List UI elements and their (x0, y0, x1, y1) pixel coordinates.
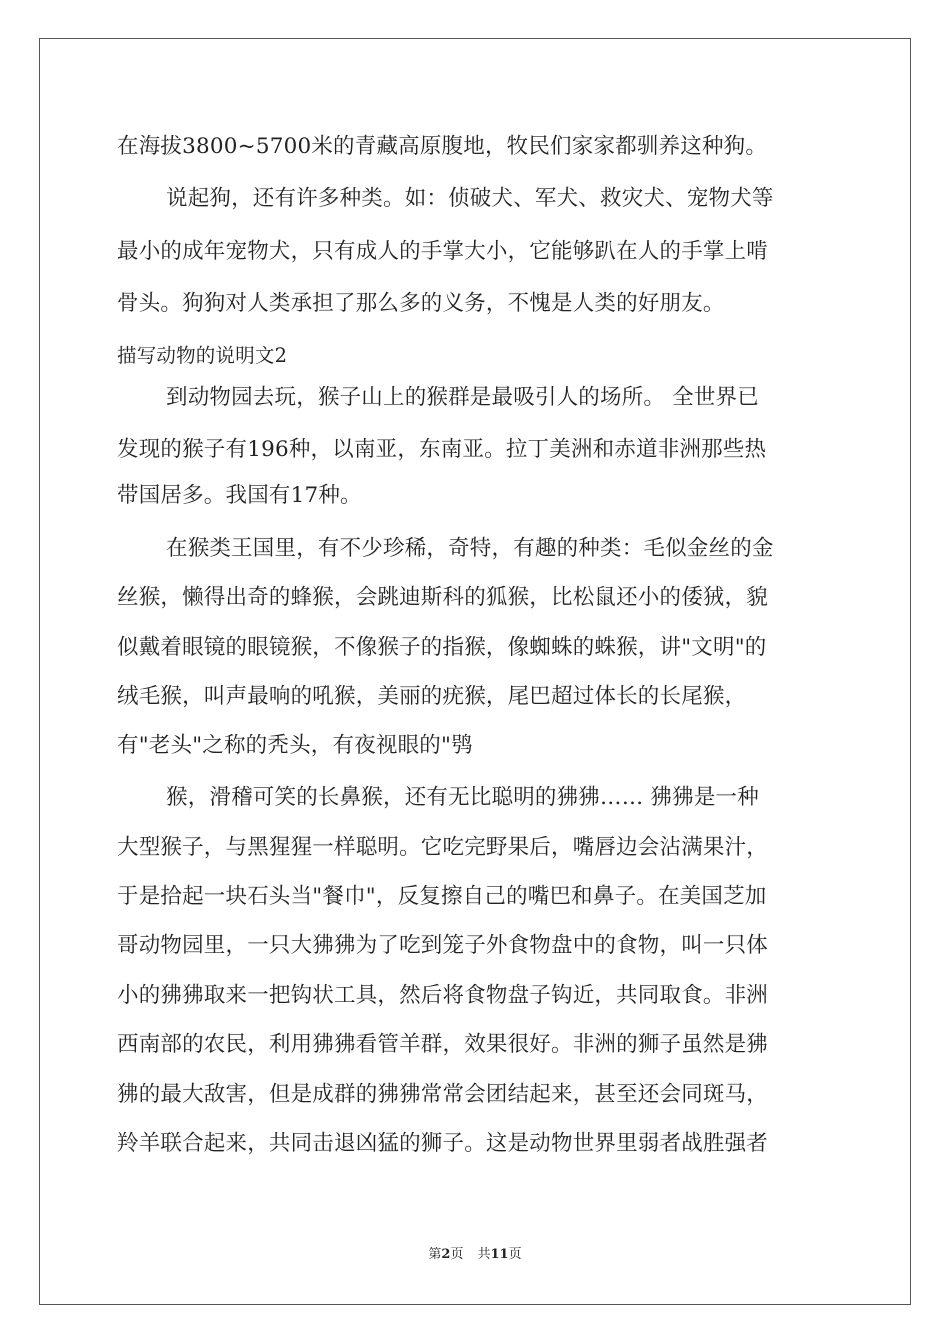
text-line: 带国居多。我国有17种。 (117, 483, 362, 508)
text-line: 狒的最大敌害，但是成群的狒狒常常会团结起来，甚至还会同斑马， (117, 1082, 769, 1107)
text-line: 丝猴，懒得出奇的蜂猴，会跳迪斯科的狐猴，比松鼠还小的倭狨，貌 (117, 585, 769, 610)
page-number: 第2页 (428, 1247, 464, 1262)
text-line: 有"老头"之称的秃头，有夜视眼的"鸮 (117, 733, 473, 758)
text-line: 大型猴子，与黑猩猩一样聪明。它吃完野果后，嘴唇边会沾满果汁， (117, 835, 769, 860)
paragraph-first-line: 在猴类王国里，有不少珍稀，奇特，有趣的种类：毛似金丝的金 (166, 536, 774, 561)
text-line: 发现的猴子有196种，以南亚，东南亚。拉丁美洲和赤道非洲那些热 (117, 437, 767, 462)
text-line: 似戴着眼镜的眼镜猴，不像猴子的指猴，像蜘蛛的蛛猴，讲"文明"的 (117, 635, 767, 660)
total-pages: 共11页 (477, 1247, 522, 1262)
text-line: 于是拾起一块石头当"餐巾"，反复擦自己的嘴巴和鼻子。在美国芝加 (117, 884, 767, 909)
page-border (39, 38, 911, 1305)
text-line: 羚羊联合起来，共同击退凶猛的狮子。这是动物世界里弱者战胜强者 (117, 1131, 769, 1156)
section-heading: 描写动物的说明文2 (117, 344, 288, 367)
paragraph-first-line: 猴，滑稽可笑的长鼻猴，还有无比聪明的狒狒…… 狒狒是一种 (166, 785, 759, 810)
text-line: 绒毛猴，叫声最响的吼猴，美丽的疣猴，尾巴超过体长的长尾猴， (117, 684, 747, 709)
paragraph-first-line: 说起狗，还有许多种类。如：侦破犬、军犬、救灾犬、宠物犬等 (166, 186, 774, 211)
text-line: 骨头。狗狗对人类承担了那么多的义务，不愧是人类的好朋友。 (117, 291, 725, 316)
text-line: 在海拔3800~5700米的青藏高原腹地，牧民们家家都驯养这种狗。 (117, 134, 768, 159)
text-line: 小的狒狒取来一把钩状工具，然后将食物盘子钩近，共同取食。非洲 (117, 983, 769, 1008)
page-footer (0, 1246, 950, 1264)
text-line: 最小的成年宠物犬，只有成人的手掌大小，它能够趴在人的手掌上啃 (117, 239, 769, 264)
text-line: 西南部的农民，利用狒狒看管羊群，效果很好。非洲的狮子虽然是狒 (117, 1032, 769, 1057)
paragraph-first-line: 到动物园去玩，猴子山上的猴群是最吸引人的场所。 全世界已 (166, 385, 759, 410)
text-line: 哥动物园里，一只大狒狒为了吃到笼子外食物盘中的食物，叫一只体 (117, 933, 769, 958)
